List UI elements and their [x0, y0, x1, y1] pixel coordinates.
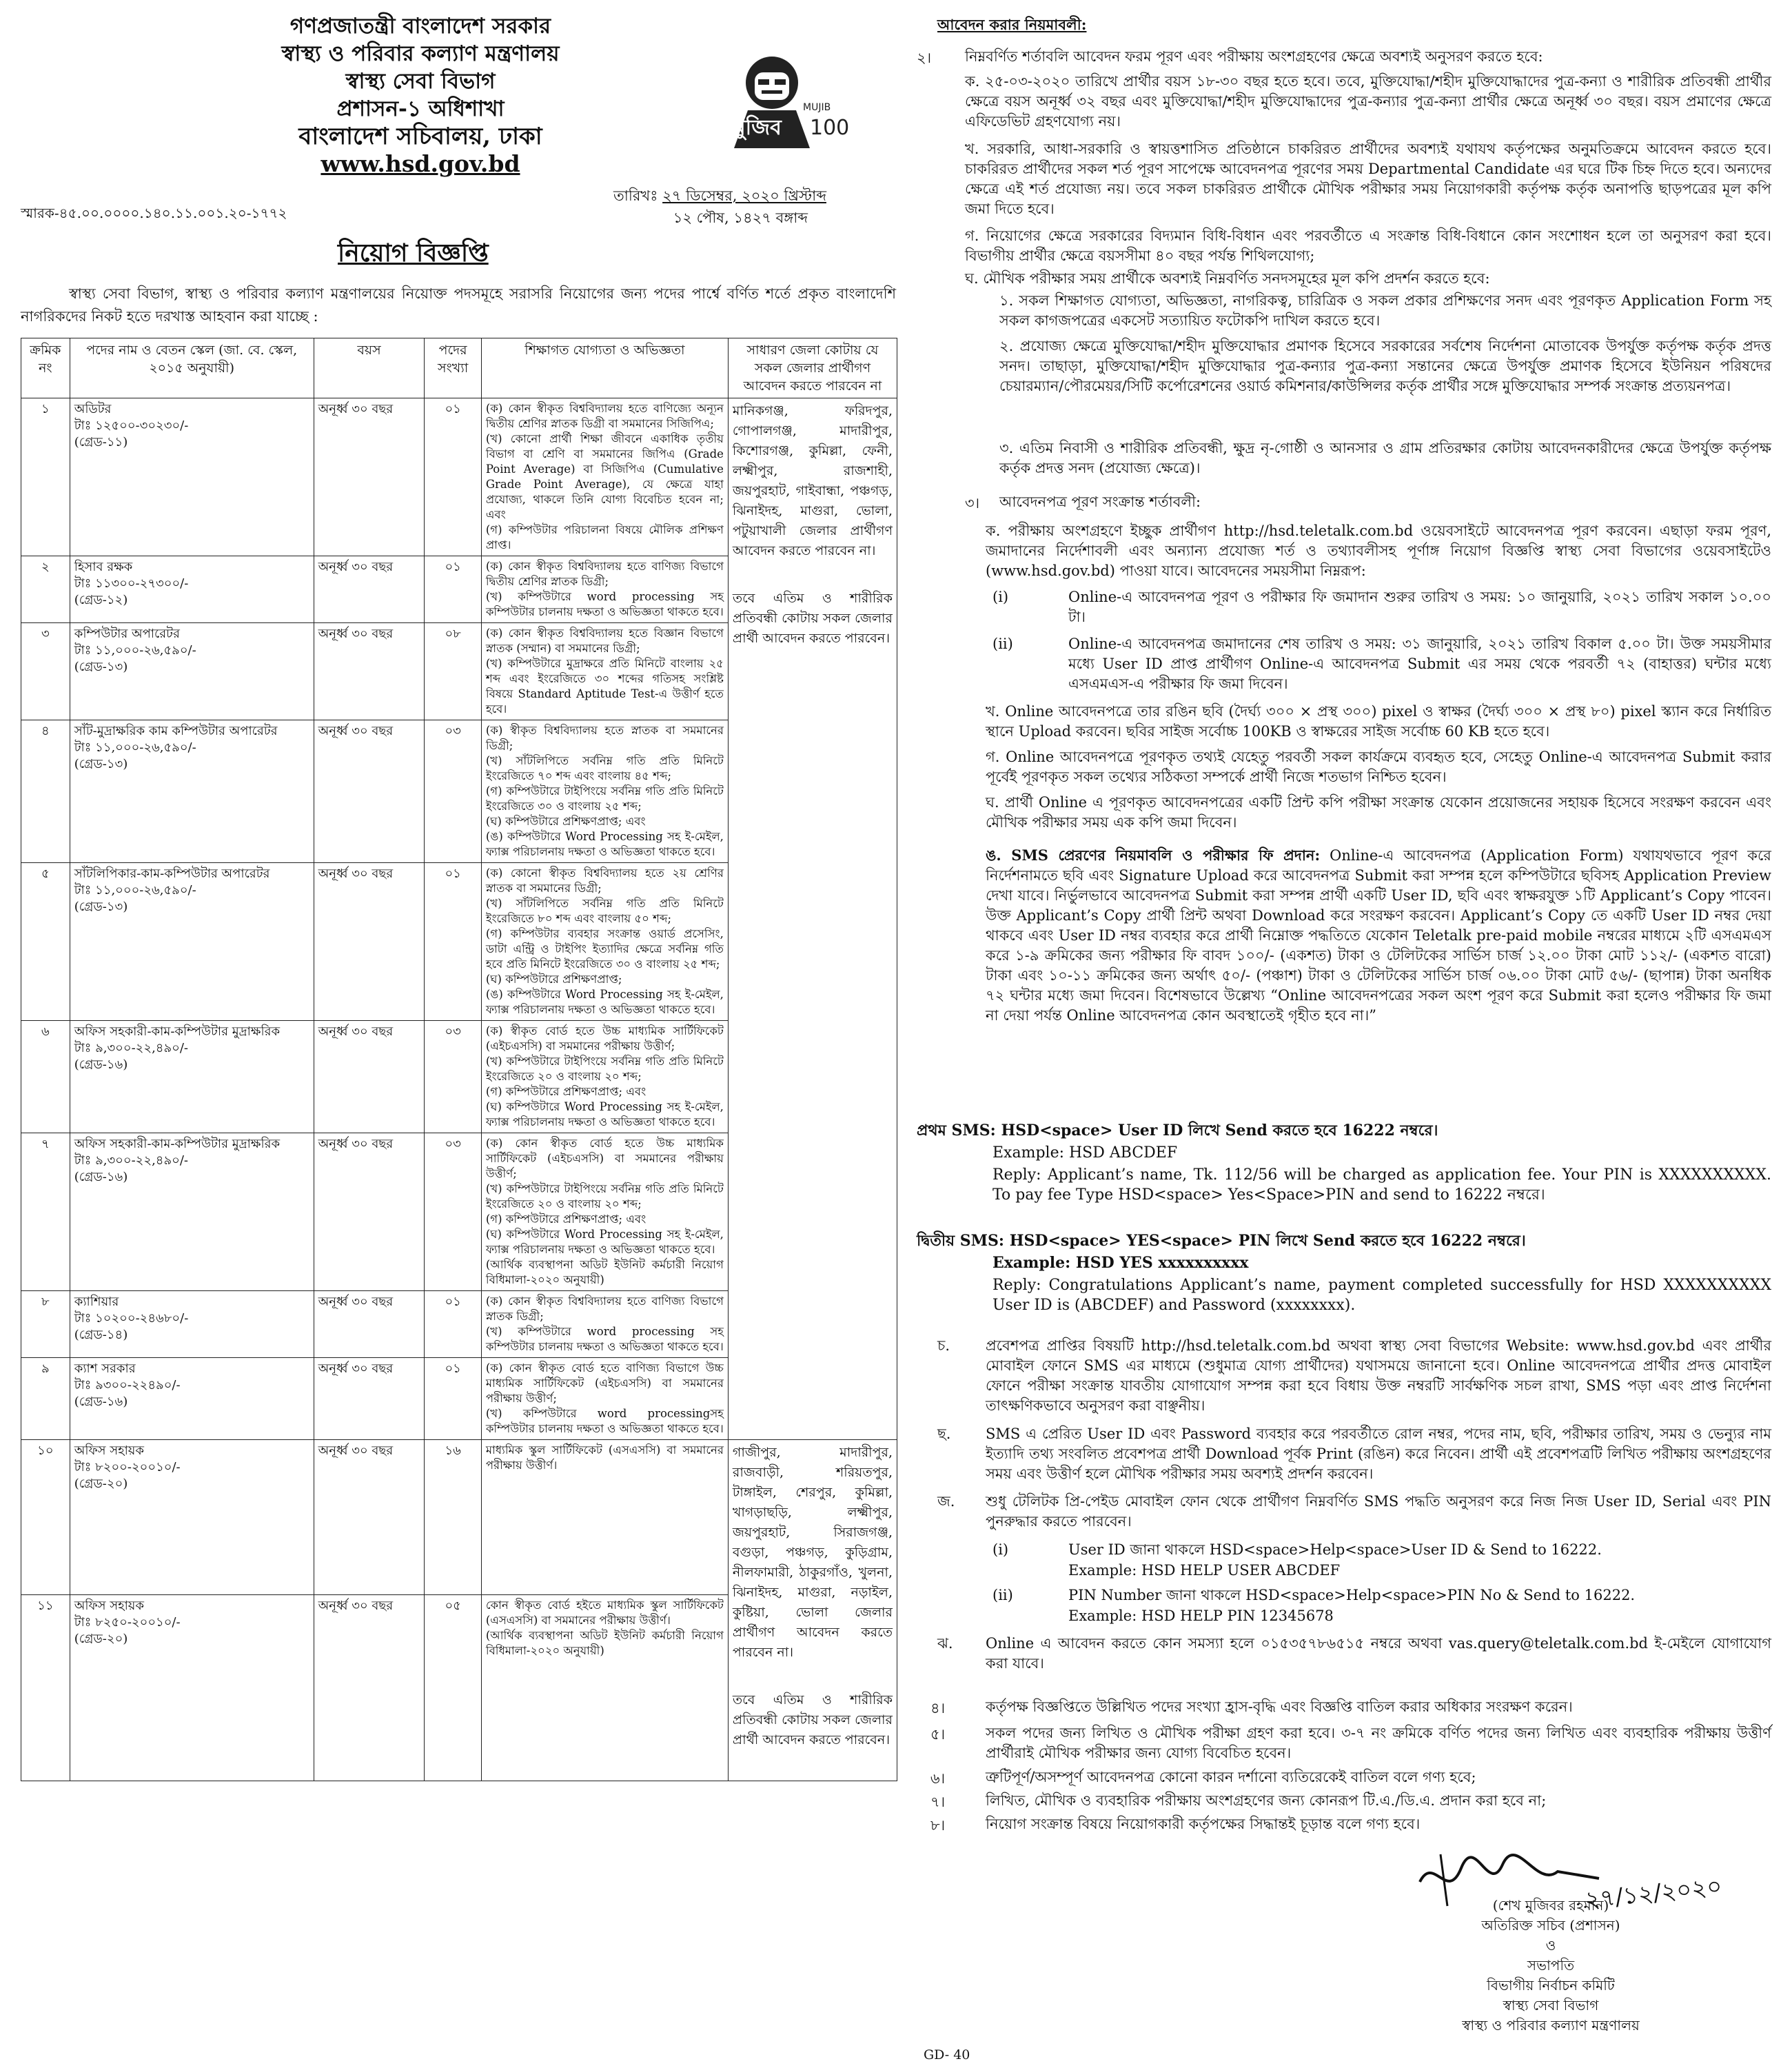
- qualification-line: (খ) কম্পিউটারে word processing সহ কম্পিউটার চালনায় দক্ষতা ও অভিজ্ঞতা থাকতে হবে।: [485, 590, 724, 618]
- section-ja-number: জ.: [937, 1493, 955, 1510]
- section-jha-number: ঝ.: [937, 1635, 953, 1652]
- post-pay-scale: টাঃ ১১,০০০-২৬,৫৯০/-: [74, 643, 196, 658]
- section-3-kha: খ. Online আবেদনপত্রে তার রঙিন ছবি (দৈর্ঘ্য ৩০০ × প্রস্থ ৩০০) pixel ও স্বাক্ষর (দৈর্ঘ্য ৩০০ × প্রস্থ ৮০) pixel স্ক্যান করে নির্ধারিত স্থানে Upload করবেন। ছবির সাইজ সর্বোচ্চ 100KB ও স্বাক্ষরের সাইজ সর্বোচ্চ 60 KB হতে হবে।: [986, 703, 1771, 740]
- district-quota-group-1: [728, 398, 897, 1440]
- section-ja-ii: PIN Number জানা থাকলে HSD<space>Help<space>PIN No & Send to 16222.: [1068, 1587, 1636, 1603]
- row-post-count: ০১: [425, 556, 481, 623]
- row-qualification: [481, 1291, 728, 1358]
- sms2-reply: Reply: Congratulations Applicant’s name, payment completed successfully for HSD XXXXXXXXXX User ID is (ABCDEF) and Password (xxxxxxxx).: [992, 1277, 1771, 1314]
- row-qualification: [481, 863, 728, 1021]
- row-serial: ৩: [21, 623, 70, 720]
- section-2-gha-2: ২. প্রযোজ্য ক্ষেত্রে মুক্তিযোদ্ধা/শহীদ মুক্তিযোদ্ধার প্রমাণক হিসেবে সরকারের সর্বশেষ নির্দেশনা মোতাবেক উপর্যুক্ত কর্তৃপক্ষ কর্তৃক প্রদত্ত সনদ। তাছাড়া, মুক্তিযোদ্ধা/শহীদ মুক্তিযোদ্ধার পুত্র-কন্যার পুত্র-কন্যা সন্তানের ক্ষেত্রে উপর্যুক্ত প্রমাণক হিসেবে ইউনিয়ন পরিষদের চেয়ারম্যান/পৌরমেয়র/সিটি কর্পোরেশনের ওয়ার্ড কমিশনার/কাউন্সিলর কর্তৃক প্রার্থীর সঙ্গে মুক্তিযোদ্ধার সম্পর্ক সংক্রান্ত প্রত্যয়নপত্র।: [999, 338, 1771, 394]
- section-7-number: ৭।: [930, 1794, 946, 1810]
- row-qualification: [481, 556, 728, 623]
- row-age-limit: অনূর্ধ্ব ৩০ বছর: [314, 1021, 425, 1133]
- qualification-line: (খ) কোনো প্রার্থী শিক্ষা জীবনে একাধিক তৃতীয় বিভাগ বা শ্রেণি বা সমমানের জিপিএ (Grade Point Average) বা সিজিপিএ (Cumulative Grade Point Average), যে ক্ষেত্রে যাহা প্রযোজ্য, থাকলে তিনি যোগ্য বিবেচিত হবেন না; এবং: [485, 432, 724, 521]
- post-title: কম্পিউটার অপারেটর: [74, 627, 180, 641]
- row-qualification: [481, 1133, 728, 1291]
- sms1-reply: Reply: Applicant’s name, Tk. 112/56 will be charged as application fee. Your PIN is XXXXXXXXXX. To pay fee Type HSD<space> Yes<Space>PIN and send to 16222 নম্বরে।: [992, 1166, 1771, 1204]
- section-3-ga: গ. Online আবেদনপত্রে পূরণকৃত তথ্যই যেহেতু পরবর্তী সকল কার্যক্রমে ব্যবহৃত হবে, সেহেতু Online-এ আবেদনপত্র Submit করার পূর্বেই পূরণকৃত সকল তথ্যের সঠিকতা সম্পর্কে প্রার্থী নিজে শতভাগ নিশ্চিত হবেন।: [986, 749, 1771, 785]
- section-7: লিখিত, মৌখিক ও ব্যবহারিক পরীক্ষায় অংশগ্রহণের জন্য কোনরূপ টি.এ./ডি.এ. প্রদান করা হবে না;: [986, 1792, 1547, 1809]
- header-line4: প্রশাসন-১ অধিশাখা: [336, 97, 505, 121]
- header-sl: ক্রমিক নং: [21, 338, 70, 398]
- section-ja-i-number: (i): [992, 1541, 1009, 1558]
- row-post-name: [70, 623, 314, 720]
- section-3-ii-number: (ii): [992, 636, 1013, 652]
- section-ja-i-example: Example: HSD HELP USER ABCDEF: [1068, 1562, 1341, 1579]
- section-ja-ii-example: Example: HSD HELP PIN 12345678: [1068, 1608, 1334, 1624]
- post-title: অডিটর: [74, 402, 112, 416]
- right-column: [917, 7, 1778, 2061]
- section-4: কর্তৃপক্ষ বিজ্ঞপ্তিতে উল্লিখিত পদের সংখ্যা হ্রাস-বৃদ্ধি এবং বিজ্ঞপ্তি বাতিল করার অধিকার সংরক্ষণ করেন।: [986, 1699, 1573, 1715]
- post-pay-scale: টাঃ ১১,০০০-২৬,৫৯০/-: [74, 740, 196, 755]
- sms1-title: প্রথম SMS: HSD<space> User ID লিখে Send করতে হবে 16222 নম্বরে।: [917, 1122, 1438, 1139]
- district-note-1: তবে এতিম ও শারীরিক প্রতিবন্ধী কোটায় সকল জেলার প্রার্থী আবেদন করতে পারবেন।: [732, 591, 893, 646]
- row-qualification: [481, 623, 728, 720]
- section-ja-ii-number: (ii): [992, 1587, 1013, 1603]
- notice-intro: স্বাস্থ্য সেবা বিভাগ, স্বাস্থ্য ও পরিবার কল্যাণ মন্ত্রণালয়ের নিয়োক্ত পদসমূহে সরাসরি নিয়োগের জন্য পদের পার্শ্বে বর্ণিত শর্তে প্রকৃত বাংলাদেশি নাগরিকদের নিকট হতে দরখাস্ত আহবান করা যাচ্ছে :: [21, 285, 896, 325]
- section-8-number: ৮।: [930, 1817, 946, 1834]
- qualification-line: (ক) কোন স্বীকৃত বিশ্ববিদ্যালয় হতে বাণিজ্য বিভাগে দ্বিতীয় শ্রেণির স্নাতক ডিগ্রী;: [485, 560, 724, 588]
- header-line1: গণপ্রজাতন্ত্রী বাংলাদেশ সরকার: [289, 14, 551, 39]
- section-ca: প্রবেশপত্র প্রাপ্তির বিষয়টি http://hsd.teletalk.com.bd অথবা স্বাস্থ্য সেবা বিভাগের Website: www.hsd.gov.bd এবং প্রার্থীর মোবাইল ফোনে SMS এর মাধ্যমে (শুধুমাত্র যোগ্য প্রার্থীদের) যথাসময়ে জানানো হবে। Online আবেদনপত্রে প্রার্থীর প্রদত্ত মোবাইল ফোনে পরীক্ষা সংক্রান্ত যাবতীয় যোগাযোগ সম্পন্ন করা হবে বিধায় উক্ত নম্বরটি সার্বক্ষণিক সচল রাখা, SMS পড়া এবং প্রাপ্ত নির্দেশনা তাৎক্ষণিকভাবে অনুসরণ করা বাঞ্ছনীয়।: [986, 1337, 1771, 1414]
- post-grade: (গ্রেড-১৪): [74, 1328, 128, 1342]
- post-grade: (গ্রেড-১২): [74, 593, 128, 607]
- qualification-line: (গ) কম্পিউটারে প্রশিক্ষণপ্রাপ্ত; এবং: [485, 1213, 646, 1226]
- qualification-line: (ঙ) কম্পিউটারে Word Processing সহ ই-মেইল, ফ্যাক্স পরিচালনায় দক্ষতা ও অভিজ্ঞতা থাকতে হবে।: [485, 988, 724, 1016]
- post-title: সাঁটলিপিকার-কাম-কম্পিউটার অপারেটর: [74, 866, 270, 881]
- post-title: অফিস সহায়ক: [74, 1443, 145, 1458]
- row-qualification: [481, 720, 728, 863]
- gov-header: [207, 12, 634, 178]
- post-pay-scale: টাঃ ১০২০০-২৪৬৮০/-: [74, 1311, 189, 1326]
- qualification-line: (গ) কম্পিউটার পরিচালনা বিষয়ে মৌলিক প্রশিক্ষণ প্রাপ্ত।: [485, 523, 724, 551]
- row-post-count: ০১: [425, 1358, 481, 1440]
- row-serial: ১১: [21, 1595, 70, 1781]
- post-grade: (গ্রেড-১৬): [74, 1170, 128, 1184]
- qualification-line: (খ) সাঁটলিপিতে সর্বনিম্ন গতি প্রতি মিনিটে ইংরেজিতে ৮০ শব্দ এবং বাংলায় ৫০ শব্দ;: [485, 897, 724, 925]
- row-qualification: [481, 1595, 728, 1781]
- section-8: নিয়োগ সংক্রান্ত বিষয়ে নিয়োগকারী কর্তৃপক্ষের সিদ্ধান্তই চূড়ান্ত বলে গণ্য হবে।: [986, 1816, 1421, 1832]
- qualification-line: (গ) কম্পিউটারে প্রশিক্ষণপ্রাপ্ত; এবং: [485, 1085, 646, 1098]
- section-2-ga: গ. নিয়োগের ক্ষেত্রে সরকারের বিদ্যমান বিধি-বিধান এবং পরবর্তীতে এ সংক্রান্ত বিধি-বিধানে কোন সংশোধন হলে তা অনুসরণ করা হবে। বিভাগীয় প্রার্থীর ক্ষেত্রে বয়সসীমা ৪০ বছর পর্যন্ত শিথিলযোগ্য;: [965, 227, 1771, 264]
- qualification-line: (খ) কম্পিউটারে word processing সহ কম্পিউটার চালনায় দক্ষতা ও অভিজ্ঞতা থাকতে হবে।: [485, 1325, 724, 1353]
- row-post-name: [70, 720, 314, 863]
- section-cha: SMS এ প্রেরিত User ID এবং Password ব্যবহার করে পরবর্তীতে রোল নম্বর, পদের নাম, ছবি, পরীক্ষার তারিখ, সময় ও ভেন্যুর নাম ইত্যাদি তথ্য সংবলিত প্রবেশপত্র প্রার্থী Download পূর্বক Print (রঙিন) করে নিবেন। প্রার্থী এই প্রবেশপত্রটি লিখিত পরীক্ষায় অংশগ্রহণের সময় এবং উত্তীর্ণ হলে মৌখিক পরীক্ষার সময় অবশ্যই প্রদর্শন করবেন।: [986, 1426, 1771, 1482]
- signer-and: ও: [1545, 1937, 1556, 1954]
- post-title: সাঁট-মুদ্রাক্ষরিক কাম কম্পিউটার অপারেটর: [74, 724, 278, 738]
- section-ja: শুধু টেলিটক প্রি-পেইড মোবাইল ফোন থেকে প্রার্থীগণ নিম্নবর্ণিত SMS পদ্ধতি অনুসরণ করে নিজ নিজ User ID, Serial এবং PIN পুনরুদ্ধার করতে পারবেন।: [986, 1493, 1771, 1530]
- post-grade: (গ্রেড-১৬): [74, 1395, 128, 1409]
- row-post-name: [70, 1133, 314, 1291]
- post-pay-scale: টাঃ ৮২৫০-২০০১০/-: [74, 1615, 181, 1630]
- qualification-line: (ঘ) কম্পিউটারে Word Processing সহ ই-মেইল, ফ্যাক্স পরিচালনায় দক্ষতা ও অভিজ্ঞতা থাকতে হবে।: [485, 1228, 724, 1256]
- header-name: পদের নাম ও বেতন স্কেল (জা. বে. স্কেল, ২০১৫ অনুযায়ী): [70, 338, 314, 398]
- row-serial: ১: [21, 398, 70, 556]
- section-4-number: ৪।: [930, 1700, 946, 1716]
- signer-name: (শেখ মুজিবর রহমান): [1492, 1897, 1609, 1914]
- post-grade: (গ্রেড-২০): [74, 1632, 128, 1647]
- header-dist: সাধারণ জেলা কোটায় যে সকল জেলার প্রার্থীগণ আবেদন করতে পারবেন না: [728, 338, 897, 398]
- signer-role: সভাপতি: [1527, 1957, 1575, 1974]
- signer-division: স্বাস্থ্য সেবা বিভাগ: [1503, 1997, 1599, 2014]
- footer-code: GD- 40: [924, 2047, 970, 2062]
- sms1-example: Example: HSD ABCDEF: [992, 1144, 1178, 1162]
- row-serial: ২: [21, 556, 70, 623]
- signature-date: ২৭/১২/২০২০: [1583, 1872, 1724, 1915]
- section-2-gha: ঘ. মৌখিক পরীক্ষার সময় প্রার্থীকে অবশ্যই নিম্নবর্ণিত সনদসমূহের মূল কপি প্রদর্শন করতে হবে:: [965, 270, 1490, 287]
- section-6-number: ৬।: [930, 1770, 946, 1787]
- notice-title: নিয়োগ বিজ্ঞপ্তি: [338, 239, 489, 267]
- section-2-gha-1: ১. সকল শিক্ষাগত যোগ্যতা, অভিজ্ঞতা, নাগরিকত্ব, চারিত্রিক ও সকল প্রকার প্রশিক্ষণের সনদ এবং পূরণকৃত Application Form সহ সকল কাগজপত্রের একসেট সত্যায়িত ফটোকপি দাখিল করতে হবে।: [999, 292, 1771, 329]
- table-row: [21, 398, 897, 556]
- date-label: তারিখঃ: [613, 187, 658, 204]
- row-serial: ১০: [21, 1440, 70, 1595]
- row-post-count: ০১: [425, 398, 481, 556]
- row-post-count: ১৬: [425, 1440, 481, 1595]
- date-bangla: ১২ পৌষ, ১৪২৭ বঙ্গাব্দ: [673, 210, 808, 226]
- post-pay-scale: টাঃ ৯৩০০-২২৪৯০/-: [74, 1378, 181, 1392]
- qualification-line: (আর্থিক ব্যবস্থাপনা অডিট ইউনিট কর্মচারী নিয়োগ বিধিমালা-২০২০ অনুযায়ী): [485, 1629, 724, 1658]
- row-age-limit: অনূর্ধ্ব ৩০ বছর: [314, 1440, 425, 1595]
- row-age-limit: অনূর্ধ্ব ৩০ বছর: [314, 398, 425, 556]
- district-list-2: গাজীপুর, মাদারীপুর, রাজবাড়ী, শরিয়তপুর, টাঙ্গাইল, শেরপুর, কুমিল্লা, খাগড়াছড়ি, লক্ষ্মীপুর, জয়পুরহাট, সিরাজগঞ্জ, বগুড়া, পঞ্চগড়, কুড়িগ্রাম, নীলফামারী, ঠাকুরগাঁও, খুলনা, ঝিনাইদহ, মাগুরা, নড়াইল, কুষ্টিয়া, ভোলা জেলার প্রার্থীগণ আবেদন করতে পারবেন না।: [732, 1445, 893, 1660]
- row-age-limit: অনূর্ধ্ব ৩০ বছর: [314, 623, 425, 720]
- section-2-kha: খ. সরকারি, আধা-সরকারি ও স্বায়ত্তশাসিত প্রতিষ্ঠানে চাকরিরত প্রার্থীদের অবশ্যই যথাযথ কর্তৃপক্ষের অনুমতিক্রমে আবেদন করতে হবে। চাকরিরত প্রার্থীদের সকল শর্ত পূরণ সাপেক্ষে আবেদনপত্র পূরণের সময় Departmental Candidate এর ঘরে টিক চিহ্ন দিতে হবে। অন্যদের ক্ষেত্রে এই শর্ত প্রযোজ্য নয়। তবে সকল চাকরিরত প্রার্থীকে মৌখিক পরীক্ষার সময় নিয়োগকারী কর্তৃপক্ষ কর্তৃক অনাপত্তি ছাড়পত্রের মূল কপি জমা দিতে হবে।: [965, 141, 1771, 217]
- header-posts: পদের সংখ্যা: [425, 338, 481, 398]
- header-age: বয়স: [314, 338, 425, 398]
- post-pay-scale: টাঃ ১১৩০০-২৭৩০০/-: [74, 576, 189, 591]
- district-note-2: তবে এতিম ও শারীরিক প্রতিবন্ধী কোটায় সকল জেলার প্রার্থী আবেদন করতে পারবেন।: [732, 1692, 893, 1747]
- section-3-umo-text: Online-এ আবেদনপত্র (Application Form) যথাযথভাবে পূরণ করে নির্দেশনামতে ছবি এবং Signature Upload করে আবেদনপত্র Submit করা সম্পন্ন হলে কম্পিউটারে ছবিসহ Application Preview দেখা যাবে। নির্ভুলভাবে আবেদনপত্র Submit করা সম্পন্ন প্রার্থী একটি User ID, ছবি এবং স্বাক্ষরযুক্ত ১টি Applicant’s Copy পাবেন। উক্ত Applicant’s Copy প্রার্থী প্রিন্ট অথবা Download করে সংরক্ষণ করবেন। Applicant’s Copy তে একটি User ID নম্বর দেয়া থাকবে এবং User ID নম্বর ব্যবহার করে প্রার্থী নিম্নোক্ত পদ্ধতিতে যেকোন Teletalk pre-paid mobile নম্বরের মাধ্যমে ২টি এসএমএস করে ১-৯ ক্রমিকের জন্য পরীক্ষার ফি বাবদ ১০০/- (একশত) টাকা ও টেলিটকের সার্ভিস চার্জ ১২.০০ টাকা মোট ১১২/- (একশত বারো) টাকা এবং ১০-১১ ক্রমিকের জন্য অর্থাৎ ৫০/- (পঞ্চাশ) টাকা ও টেলিটকের সার্ভিস চার্জ ০৬.০০ টাকা মোট ৫৬/- (ছাপান্ন) টাকা অনধিক ৭২ ঘন্টার মধ্যে জমা দিবেন। বিশেষভাবে উল্লেখ্য “Online আবেদনপত্রের সকল অংশ পূরণ করে Submit করা হলেও পরীক্ষার ফি জমা না দেয়া পর্যন্ত Online আবেদনপত্র কোন অবস্থাতেই গৃহীত হবে না।”: [986, 847, 1771, 1024]
- post-pay-scale: টাঃ ৮২০০-২০০১০/-: [74, 1460, 181, 1474]
- row-post-name: [70, 1595, 314, 1781]
- rules-heading: আবেদন করার নিয়মাবলী:: [937, 16, 1087, 33]
- header-line5: বাংলাদেশ সচিবালয়, ঢাকা: [298, 123, 542, 150]
- row-qualification: [481, 1440, 728, 1595]
- section-3-i: Online-এ আবেদনপত্র পূরণ ও পরীক্ষার ফি জমাদান শুরুর তারিখ ও সময়: ১০ জানুয়ারি, ২০২১ তারিখ সকাল ১০.০০ টা।: [1068, 589, 1771, 625]
- row-post-name: [70, 1021, 314, 1133]
- section-2-title: নিম্নবর্ণিত শর্তাবলি আবেদন ফরম পূরণ এবং পরীক্ষায় অংশগ্রহণের ক্ষেত্রে অবশ্যই অনুসরণ করতে হবে:: [965, 48, 1543, 65]
- post-grade: (গ্রেড-১৩): [74, 757, 128, 771]
- qualification-line: (ক) কোন স্বীকৃত বিশ্ববিদ্যালয় হতে বাণিজ্যে অন্যূন দ্বিতীয় শ্রেণির স্নাতক ডিগ্রী বা সমমানের সিজিপিএ;: [485, 402, 724, 430]
- row-serial: ৪: [21, 720, 70, 863]
- qualification-line: (ঘ) কম্পিউটারে Word Processing সহ ই-মেইল, ফ্যাক্স পরিচালনায় দক্ষতা ও অভিজ্ঞতা থাকতে হবে।: [485, 1100, 724, 1128]
- section-2-ka: ক. ২৫-০৩-২০২০ তারিখে প্রার্থীর বয়স ১৮-৩০ বছর হতে হবে। তবে, মুক্তিযোদ্ধা/শহীদ মুক্তিযোদ্ধাদের পুত্র-কন্যা ও শারীরিক প্রতিবন্ধী প্রার্থীর ক্ষেত্রে বয়স অনূর্ধ্ব ৩২ বছর এবং মুক্তিযোদ্ধা/শহীদ মুক্তিযোদ্ধাদের পুত্র-কন্যার পুত্র-কন্যা প্রার্থীর ক্ষেত্রে অনূর্ধ্ব ৩০ বছর। বয়স প্রমাণের ক্ষেত্রে এফিডেভিট গ্রহণযোগ্য নয়।: [965, 73, 1771, 130]
- post-title: অফিস সহায়ক: [74, 1599, 145, 1614]
- row-post-name: [70, 556, 314, 623]
- svg-text:মুজিব: মুজিব: [734, 116, 782, 140]
- header-line3: স্বাস্থ্য সেবা বিভাগ: [345, 69, 496, 94]
- qualification-line: (গ) কম্পিউটার ব্যবহার সংক্রান্ত ওয়ার্ড প্রসেসিং, ডাটা এন্ট্রি ও টাইপিং ইত্যাদির ক্ষেত্রে সর্বনিম্ন গতি হবে প্রতি মিনিটে ইংরেজিতে ৩০ ও বাংলায় ২৫ শব্দ;: [485, 927, 724, 971]
- qualification-line: কোন স্বীকৃত বোর্ড হইতে মাধ্যমিক স্কুল সার্টিফিকেট (এসএসসি) বা সমমানের পরীক্ষায় উত্তীর্ণ।: [485, 1599, 724, 1628]
- qualification-line: (খ) কম্পিউটারে টাইপিংয়ে সর্বনিম্ন গতি প্রতি মিনিটে ইংরেজিতে ২০ ও বাংলায় ২০ শব্দ;: [485, 1055, 724, 1083]
- row-post-count: ০১: [425, 1291, 481, 1358]
- qualification-line: (ক) কোন স্বীকৃত বিশ্ববিদ্যালয় হতে বাণিজ্য বিভাগে স্নাতক ডিগ্রী;: [485, 1295, 724, 1323]
- row-age-limit: অনূর্ধ্ব ৩০ বছর: [314, 556, 425, 623]
- row-serial: ৯: [21, 1358, 70, 1440]
- qualification-line: (আর্থিক ব্যবস্থাপনা অডিট ইউনিট কর্মচারী নিয়োগ বিধিমালা-২০২০ অনুযায়ী): [485, 1258, 724, 1286]
- qualification-line: (গ) কম্পিউটারে টাইপিংয়ে সর্বনিম্ন গতি প্রতি মিনিটে ইংরেজিতে ৩০ ও বাংলায় ২৫ শব্দ;: [485, 784, 724, 813]
- row-age-limit: অনূর্ধ্ব ৩০ বছর: [314, 1595, 425, 1781]
- row-post-count: ০৩: [425, 720, 481, 863]
- row-post-count: ০৫: [425, 1595, 481, 1781]
- section-3-title: আবেদনপত্র পূরণ সংক্রান্ত শর্তাবলী:: [999, 494, 1201, 510]
- svg-text:MUJIB: MUJIB: [803, 102, 831, 113]
- qualification-line: (ক) কোন স্বীকৃত বোর্ড হতে উচ্চ মাধ্যমিক সার্টিফিকেট (এইচএসসি) বা সমমানের পরীক্ষায় উত্তীর্ণ;: [485, 1137, 724, 1180]
- row-post-name: [70, 398, 314, 556]
- row-post-name: [70, 1291, 314, 1358]
- post-pay-scale: টাঃ ৯,৩০০-২২,৪৯০/-: [74, 1153, 189, 1168]
- row-post-name: [70, 1358, 314, 1440]
- row-age-limit: অনূর্ধ্ব ৩০ বছর: [314, 863, 425, 1021]
- district-quota-group-2: [728, 1440, 897, 1781]
- section-cha-number: ছ.: [937, 1426, 951, 1442]
- qualification-line: (ক) কোন স্বীকৃত বিশ্ববিদ্যালয় হতে বিজ্ঞান বিভাগে স্নাতক (সম্মান) বা সমমানের ডিগ্রী;: [485, 627, 724, 655]
- section-3-ka: ক. পরীক্ষায় অংশগ্রহণে ইচ্ছুক প্রার্থীগণ http://hsd.teletalk.com.bd ওয়েবসাইটে আবেদনপত্র পূরণ করবেন। এছাড়া ফরম পূরণ, জমাদানের নির্দেশাবলী এবং অন্যান্য প্রযোজ্য শর্ত ও তথ্যাবলীসহ পূর্ণাঙ্গ নিয়োগ বিজ্ঞপ্তি স্বাস্থ্য সেবা বিভাগের ওয়েবসাইটেও (www.hsd.gov.bd) পাওয়া যাবে। আবেদনের সময়সীমা নিম্নরূপ:: [986, 523, 1771, 579]
- svg-text:100: 100: [810, 116, 850, 140]
- signer-designation: অতিরিক্ত সচিব (প্রশাসন): [1481, 1917, 1620, 1934]
- header-url[interactable]: www.hsd.gov.bd: [320, 150, 520, 177]
- row-post-count: ০১: [425, 863, 481, 1021]
- section-2-number: ২।: [917, 50, 932, 66]
- qualification-line: (ক) কোনো স্বীকৃত বিশ্ববিদ্যালয় হতে ২য় শ্রেণির স্নাতক বা সমমানের ডিগ্রী;: [485, 866, 724, 895]
- section-2-gha-3: ৩. এতিম নিবাসী ও শারীরিক প্রতিবন্ধী, ক্ষুদ্র নৃ-গোষ্ঠী ও আনসার ও গ্রাম প্রতিরক্ষার কোটায় আবেদনকারীদের ক্ষেত্রে উপর্যুক্ত কর্তৃপক্ষ কর্তৃক প্রদত্ত সনদ (প্রযোজ্য ক্ষেত্রে)।: [999, 440, 1771, 476]
- section-6: ত্রুটিপূর্ণ/অসম্পূর্ণ আবেদনপত্র কোনো কারন দর্শানো ব্যতিরেকেই বাতিল বলে গণ্য হবে;: [986, 1769, 1476, 1785]
- qualification-line: (ঙ) কম্পিউটারে Word Processing সহ ই-মেইল, ফ্যাক্স পরিচালনায় দক্ষতা ও অভিজ্ঞতা থাকতে হবে।: [485, 830, 724, 858]
- qualification-line: (খ) কম্পিউটারে মুদ্রাক্ষরে প্রতি মিনিটে বাংলায় ২৫ শব্দ এবং ইংরেজিতে ৩০ শব্দের গতিসহ সংশ্লিষ্ট বিষয়ে Standard Aptitude Test-এ উত্তীর্ণ হতে হবে।: [485, 657, 724, 716]
- row-serial: ৭: [21, 1133, 70, 1291]
- sms2-example: Example: HSD YES xxxxxxxxxx: [992, 1254, 1249, 1272]
- row-qualification: [481, 1021, 728, 1133]
- row-age-limit: অনূর্ধ্ব ৩০ বছর: [314, 1358, 425, 1440]
- post-pay-scale: টাঃ ১১,০০০-২৬,৫৯০/-: [74, 883, 196, 898]
- qualification-line: (ক) স্বীকৃত বোর্ড হতে উচ্চ মাধ্যমিক সার্টিফিকেট (এইচএসসি) বা সমমানের পরীক্ষায় উত্তীর্ণ;: [485, 1024, 724, 1053]
- section-3-i-number: (i): [992, 589, 1009, 605]
- section-5: সকল পদের জন্য লিখিত ও মৌখিক পরীক্ষা গ্রহণ করা হবে। ৩-৭ নং ক্রমিকে বর্ণিত পদের জন্য লিখিত এবং ব্যবহারিক পরীক্ষায় উত্তীর্ণ প্রার্থীরাই মৌখিক পরীক্ষার জন্য যোগ্য বিবেচিত হবেন।: [986, 1725, 1771, 1761]
- row-age-limit: অনূর্ধ্ব ৩০ বছর: [314, 1291, 425, 1358]
- post-title: ক্যাশিয়ার: [74, 1295, 119, 1309]
- table-row: [21, 1440, 897, 1595]
- post-title: হিসাব রক্ষক: [74, 560, 133, 574]
- jobs-table: [21, 338, 897, 1781]
- signature-block: [1344, 1896, 1758, 2036]
- sms2-title: দ্বিতীয় SMS: HSD<space> YES<space> PIN লিখে Send করতে হবে 16222 নম্বরে।: [917, 1232, 1526, 1250]
- header-line2: স্বাস্থ্য ও পরিবার কল্যাণ মন্ত্রণালয়: [281, 41, 560, 66]
- post-grade: (গ্রেড-১১): [74, 435, 128, 449]
- section-jha: Online এ আবেদন করতে কোন সমস্যা হলে ০১৫৩৫৭৮৬৫১৫ নম্বরে অথবা vas.query@teletalk.com.bd ই-মেইলে যোগাযোগ করা যাবে।: [986, 1635, 1771, 1672]
- section-3-number: ৩।: [965, 495, 980, 511]
- section-3-umo: [986, 845, 1771, 1026]
- memo-number: স্মারক-৪৫.০০.০০০০.১৪০.১১.০০১.২০-১৭৭২: [21, 205, 287, 221]
- post-grade: (গ্রেড-১৩): [74, 900, 128, 914]
- qualification-line: মাধ্যমিক স্কুল সার্টিফিকেট (এসএসসি) বা সমমানের পরীক্ষায় উত্তীর্ণ।: [485, 1443, 724, 1472]
- row-age-limit: অনূর্ধ্ব ৩০ বছর: [314, 1133, 425, 1291]
- row-serial: ৮: [21, 1291, 70, 1358]
- row-post-name: [70, 863, 314, 1021]
- qualification-line: (ঘ) কম্পিউটারে প্রশিক্ষণপ্রাপ্ত; এবং: [485, 815, 646, 828]
- qualification-line: (খ) কম্পিউটারে টাইপিংয়ে সর্বনিম্ন গতি প্রতি মিনিটে ইংরেজিতে ২০ ও বাংলায় ২০ শব্দ;: [485, 1182, 724, 1210]
- row-post-count: ০৩: [425, 1133, 481, 1291]
- post-title: অফিস সহকারী-কাম-কম্পিউটার মুদ্রাক্ষরিক: [74, 1137, 281, 1151]
- section-ja-i: User ID জানা থাকলে HSD<space>Help<space>User ID & Send to 16222.: [1068, 1541, 1602, 1558]
- qualification-line: (ঘ) কম্পিউটারে প্রশিক্ষণপ্রাপ্ত;: [485, 973, 622, 986]
- qualification-line: (খ) কম্পিউটারে word processingসহ কম্পিউটার চালনায় দক্ষতা ও অভিজ্ঞতা থাকতে হবে।: [485, 1407, 724, 1435]
- post-pay-scale: টাঃ ৯,৩০০-২২,৪৯০/-: [74, 1041, 189, 1055]
- mujib-100-logo-icon: [706, 45, 850, 148]
- notice-date: [613, 185, 826, 229]
- row-qualification: [481, 1358, 728, 1440]
- qualification-line: (ক) স্বীকৃত বিশ্ববিদ্যালয় হতে স্নাতক বা সমমানের ডিগ্রী;: [485, 724, 724, 752]
- row-serial: ৬: [21, 1021, 70, 1133]
- table-body: [21, 398, 897, 1781]
- table-header-row: [21, 338, 897, 398]
- row-serial: ৫: [21, 863, 70, 1021]
- section-5-number: ৫।: [930, 1726, 946, 1743]
- date-gregorian: ২৭ ডিসেম্বর, ২০২০ খ্রিস্টাব্দ: [662, 187, 826, 204]
- row-qualification: [481, 398, 728, 556]
- section-ca-number: চ.: [937, 1337, 950, 1354]
- post-grade: (গ্রেড-১৩): [74, 660, 128, 674]
- row-post-name: [70, 1440, 314, 1595]
- row-age-limit: অনূর্ধ্ব ৩০ বছর: [314, 720, 425, 863]
- post-pay-scale: টাঃ ১২৫০০-৩০২৩০/-: [74, 418, 189, 433]
- qualification-line: (ক) কোন স্বীকৃত বোর্ড হতে বাণিজ্য বিভাগে উচ্চ মাধ্যমিক সার্টিফিকেট (এইচএসসি) বা সমমানের পরীক্ষায় উত্তীর্ণ;: [485, 1361, 724, 1405]
- post-grade: (গ্রেড-১৬): [74, 1057, 128, 1072]
- post-grade: (গ্রেড-২০): [74, 1477, 128, 1491]
- left-column: [14, 7, 903, 2061]
- section-3-ii: Online-এ আবেদনপত্র জমাদানের শেষ তারিখ ও সময়: ৩১ জানুয়ারি, ২০২১ তারিখ বিকাল ৫.০০ টা। উক্ত সময়সীমার মধ্যে User ID প্রাপ্ত প্রার্থীগণ Online-এ আবেদনপত্র Submit এর সময় থেকে পরবর্তী ৭২ (বাহাত্তর) ঘন্টার মধ্যে এসএমএস-এ পরীক্ষার ফি জমা দিবেন।: [1068, 636, 1771, 692]
- post-title: ক্যাশ সরকার: [74, 1361, 136, 1376]
- section-3-gha: ঘ. প্রার্থী Online এ পূরণকৃত আবেদনপত্রের একটি প্রিন্ট কপি পরীক্ষা সংক্রান্ত যেকোন প্রয়োজনের সহায়ক হিসেবে সংরক্ষণ করবেন এবং মৌখিক পরীক্ষার সময় এক কপি জমা দিবেন।: [986, 794, 1771, 831]
- post-title: অফিস সহকারী-কাম-কম্পিউটার মুদ্রাক্ষরিক: [74, 1024, 281, 1039]
- district-list-1: মানিকগঞ্জ, ফরিদপুর, গোপালগঞ্জ, মাদারীপুর, কিশোরগঞ্জ, কুমিল্লা, ফেনী, লক্ষ্মীপুর, রাজশাহী, জয়পুরহাট, গাইবান্ধা, পঞ্চগড়, ঝিনাইদহ, মাগুরা, ভোলা, পটুয়াখালী জেলার প্রার্থীগণ আবেদন করতে পারবেন না।: [732, 403, 893, 558]
- row-post-count: ০৮: [425, 623, 481, 720]
- signer-ministry: স্বাস্থ্য ও পরিবার কল্যাণ মন্ত্রণালয়: [1462, 2017, 1640, 2034]
- header-qual: শিক্ষাগত যোগ্যতা ও অভিজ্ঞতা: [481, 338, 728, 398]
- signer-committee: বিভাগীয় নির্বাচন কমিটি: [1487, 1977, 1615, 1994]
- qualification-line: (খ) সাঁটলিপিতে সর্বনিম্ন গতি প্রতি মিনিটে ইংরেজিতে ৭০ শব্দ এবং বাংলায় ৪৫ শব্দ;: [485, 754, 724, 782]
- row-post-count: ০৩: [425, 1021, 481, 1133]
- section-3-umo-title: ঙ. SMS প্রেরণের নিয়মাবলি ও পরীক্ষার ফি প্রদান:: [986, 847, 1321, 864]
